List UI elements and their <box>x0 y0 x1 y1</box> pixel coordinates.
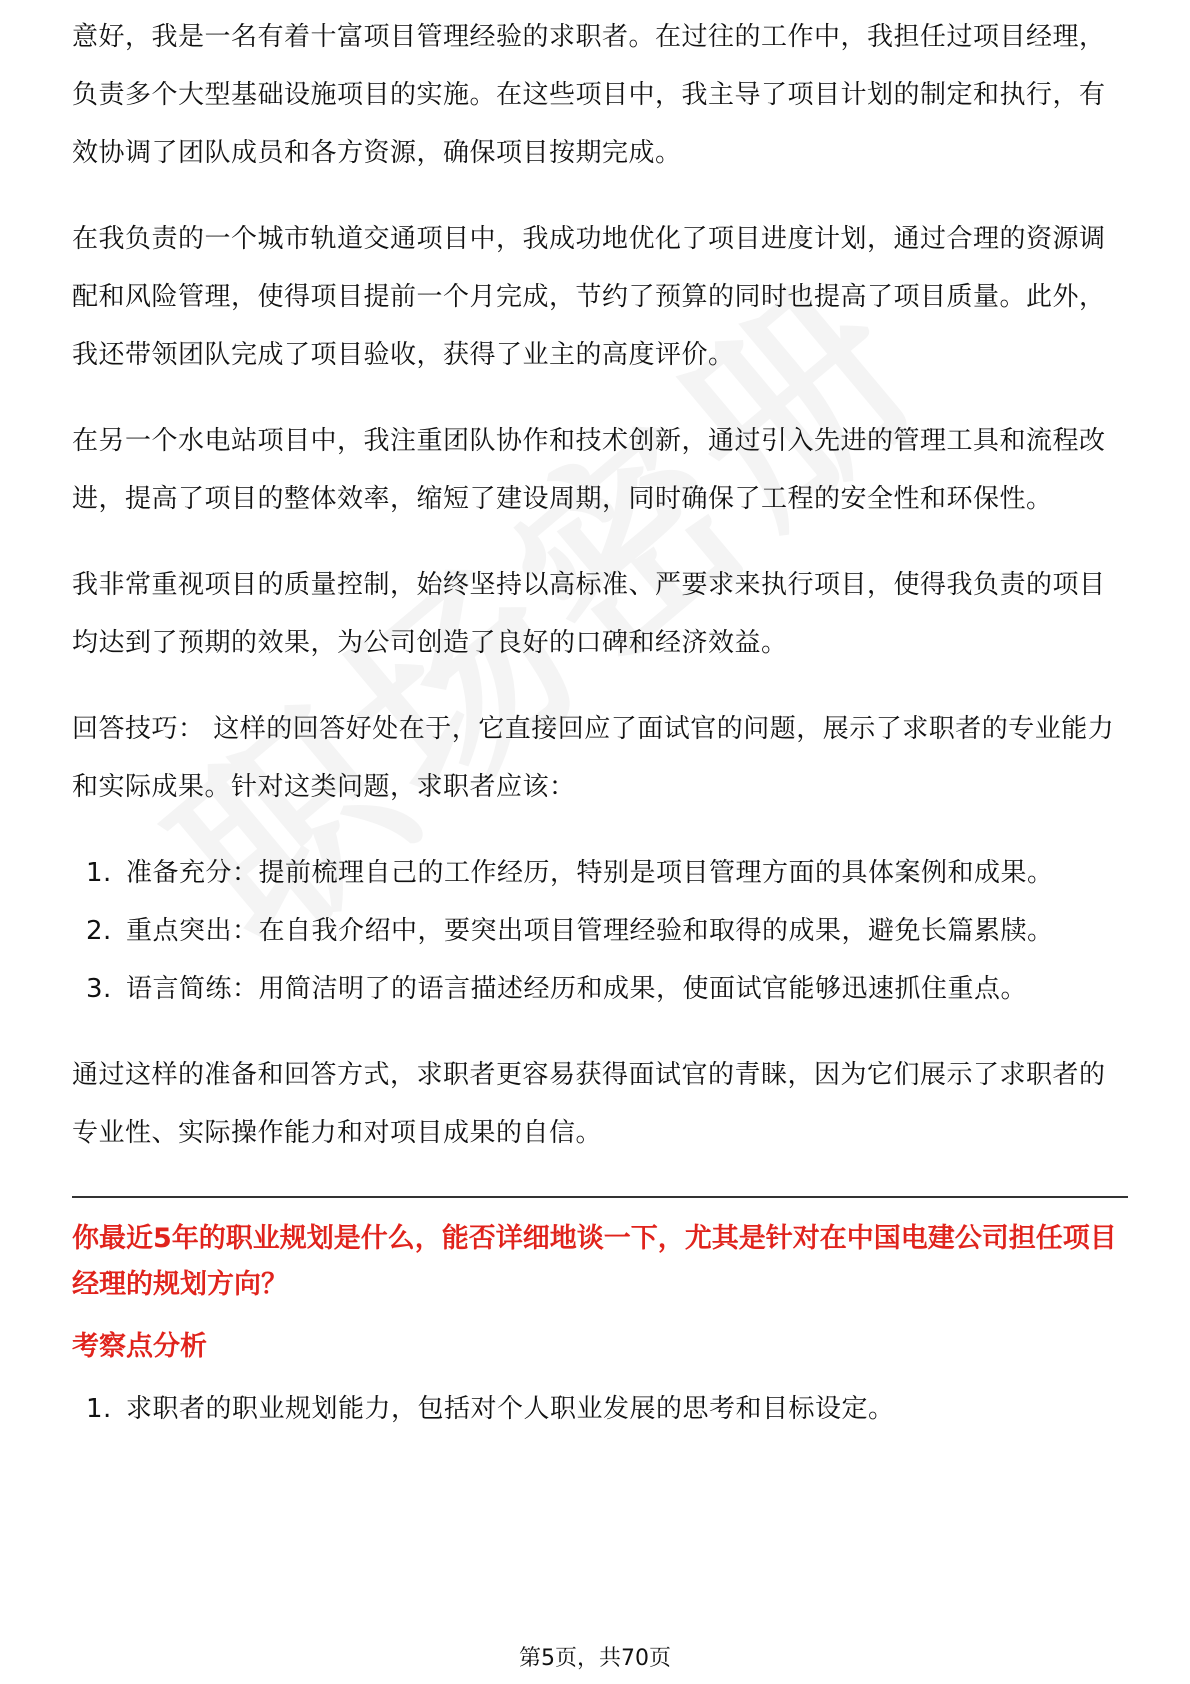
question-heading: 你最近5年的职业规划是什么，能否详细地谈一下，尤其是针对在中国电建公司担任项目经理的规划方向？ <box>72 1223 1117 1300</box>
list-text: 准备充分：提前梳理自己的工作经历，特别是项目管理方面的具体案例和成果。 <box>126 858 1054 888</box>
list-number: 1. <box>86 1394 112 1424</box>
list-number: 3. <box>86 974 112 1004</box>
paragraph-intro: 意好，我是一名有着十富项目管理经验的求职者。在过往的工作中，我担任过项目经理，负责多个大型基础设施项目的实施。在这些项目中，我主导了项目计划的制定和执行，有效协调了团队成员和各方资源，确保项目按期完成。 <box>72 22 1106 168</box>
list-text: 求职者的职业规划能力，包括对个人职业发展的思考和目标设定。 <box>126 1394 895 1424</box>
list-number: 1. <box>86 858 112 888</box>
list-item <box>72 902 1128 960</box>
list-item <box>72 844 1128 902</box>
paragraph-rail-project: 在我负责的一个城市轨道交通项目中，我成功地优化了项目进度计划，通过合理的资源调配和风险管理，使得项目提前一个月完成，节约了预算的同时也提高了项目质量。此外，我还带领团队完成了项目验收，获得了业主的高度评价。 <box>72 224 1106 370</box>
list-item <box>72 1380 1128 1438</box>
section-divider <box>72 1196 1128 1198</box>
list-number: 2. <box>86 916 112 946</box>
tips-list <box>72 844 1128 1018</box>
page-footer: 第5页，共70页 <box>519 1646 671 1671</box>
paragraph-answer-tips: 回答技巧： 这样的回答好处在于，它直接回应了面试官的问题，展示了求职者的专业能力和实际成果。针对这类问题，求职者应该： <box>72 714 1115 802</box>
list-text: 语言简练：用简洁明了的语言描述经历和成果，使面试官能够迅速抓住重点。 <box>126 974 1028 1004</box>
paragraph-closing: 通过这样的准备和回答方式，求职者更容易获得面试官的青睐，因为它们展示了求职者的专业性、实际操作能力和对项目成果的自信。 <box>72 1060 1106 1148</box>
paragraph-hydro-project: 在另一个水电站项目中，我注重团队协作和技术创新，通过引入先进的管理工具和流程改进，提高了项目的整体效率，缩短了建设周期，同时确保了工程的安全性和环保性。 <box>72 426 1106 514</box>
list-text: 重点突出：在自我介绍中，要突出项目管理经验和取得的成果，避免长篇累牍。 <box>126 916 1054 946</box>
list-item <box>72 960 1128 1018</box>
section-title: 考察点分析 <box>72 1331 207 1362</box>
page-content <box>72 22 1128 1438</box>
analysis-list <box>72 1380 1128 1438</box>
paragraph-quality-control: 我非常重视项目的质量控制，始终坚持以高标准、严要求来执行项目，使得我负责的项目均达到了预期的效果，为公司创造了良好的口碑和经济效益。 <box>72 570 1106 658</box>
